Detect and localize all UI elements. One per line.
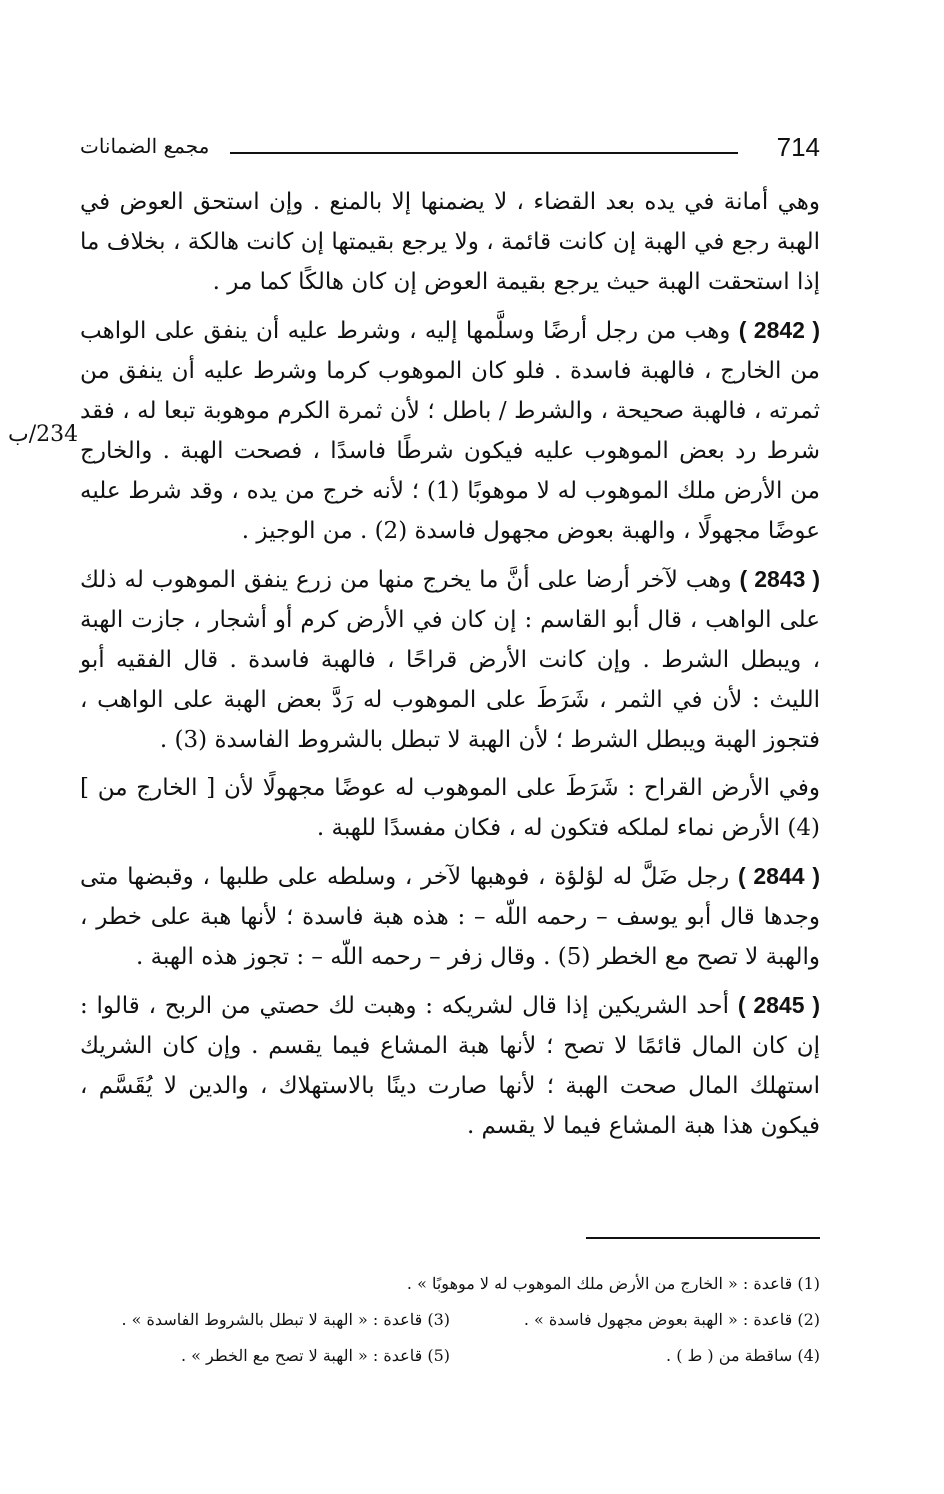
paragraph-number: ( 2844 ) xyxy=(737,863,821,889)
paragraph-number: ( 2845 ) xyxy=(737,992,820,1018)
paragraph xyxy=(80,182,820,302)
footnote-4: (4) ساقطة من ( ط ) . xyxy=(666,1346,820,1365)
paragraph-2845 xyxy=(80,985,820,1146)
paragraph-2842 xyxy=(80,310,820,551)
footnote-2: (2) قاعدة : « الهبة بعوض مجهول فاسدة » . xyxy=(523,1310,820,1329)
paragraph-text: رجل ضَلَّ له لؤلؤة ، فوهبها لآخر ، وسلطه على طلبها ، وقبضها متى وجدها قال أبو يوسف – رحمه اللّه – : هذه هبة فاسدة ؛ لأنها هبة على خطر ، والهبة لا تصح مع الخطر (5) . وقال زفر – رحمه اللّه – : تجوز هذه الهبة . xyxy=(80,864,820,970)
paragraph-text: وهي أمانة في يده بعد القضاء ، لا يضمنها إلا بالمنع . وإن استحق العوض في الهبة رجع في الهبة إن كانت قائمة ، ولا يرجع بقيمتها إن كانت هالكة ، بخلاف ما إذا استحقت الهبة حيث يرجع بقيمة العوض إن كان هالكًا كما مر . xyxy=(80,189,820,295)
footnote-separator xyxy=(586,1237,820,1239)
paragraph-text: وهب لآخر أرضا على أنَّ ما يخرج منها من زرع ينفق الموهوب له ذلك على الواهب ، قال أبو القاسم : إن كان في الأرض كرم أو أشجار ، جازت الهبة ، ويبطل الشرط . وإن كانت الأرض قراحًا ، فالهبة فاسدة . قال الفقيه أبو الليث : لأن في الثمر ، شَرَطَ على الموهوب له رَدَّ بعض الهبة على الواهب ، فتجوز الهبة ويبطل الشرط ؛ لأن الهبة لا تبطل بالشروط الفاسدة (3) . xyxy=(80,567,820,753)
paragraph-text: وهب من رجل أرضًا وسلَّمها إليه ، وشرط عليه أن ينفق على الواهب من الخارج ، فالهبة فاسدة . فلو كان الموهوب كرما وشرط عليه أن ينفق من ثمرته ، فالهبة صحيحة ، والشرط / باطل ؛ لأن ثمرة الكرم موهوبة تبعا له ، فقد شرط رد بعض الموهوب عليه فيكون شرطًا فاسدًا ، فصحت الهبة . والخارج من الأرض ملك الموهوب له لا موهوبًا (1) ؛ لأنه خرج من يده ، وقد شرط عليه عوضًا مجهولًا ، والهبة بعوض مجهول فاسدة (2) . من الوجيز . xyxy=(80,318,820,544)
paragraph-2844 xyxy=(80,856,820,977)
paragraph-number: ( 2842 ) xyxy=(738,317,820,343)
paragraph xyxy=(80,768,820,848)
footnote-5: (5) قاعدة : « الهبة لا تصح مع الخطر » . xyxy=(180,1346,450,1365)
header-rule xyxy=(230,152,738,154)
page-header xyxy=(80,132,820,172)
main-text xyxy=(80,182,820,1154)
footnote-3: (3) قاعدة : « الهبة لا تبطل بالشروط الفاسدة » . xyxy=(121,1310,450,1329)
footnote-1: (1) قاعدة : « الخارج من الأرض ملك الموهوب له لا موهوبًا » . xyxy=(406,1274,820,1293)
paragraph-2843 xyxy=(80,559,820,760)
paragraph-text: أحد الشريكين إذا قال لشريكه : وهبت لك حصتي من الربح ، قالوا : إن كان المال قائمًا لا تصح ؛ لأنها هبة المشاع فيما يقسم . وإن كان الشريك استهلك المال صحت الهبة ؛ لأنها صارت دينًا بالاستهلاك ، والدين لا يُقَسَّم ، فيكون هذا هبة المشاع فيما لا يقسم . xyxy=(80,993,820,1139)
paragraph-text: وفي الأرض القراح : شَرَطَ على الموهوب له عوضًا مجهولًا لأن [ الخارج من ] (4) الأرض نماء لملكه فتكون له ، فكان مفسدًا للهبة . xyxy=(80,775,820,841)
footnotes xyxy=(80,1266,820,1374)
margin-folio-note: 234/ب xyxy=(8,422,79,447)
paragraph-number: ( 2843 ) xyxy=(739,566,821,592)
page-number: 714 xyxy=(776,132,820,162)
running-title: مجمع الضمانات xyxy=(80,134,210,158)
